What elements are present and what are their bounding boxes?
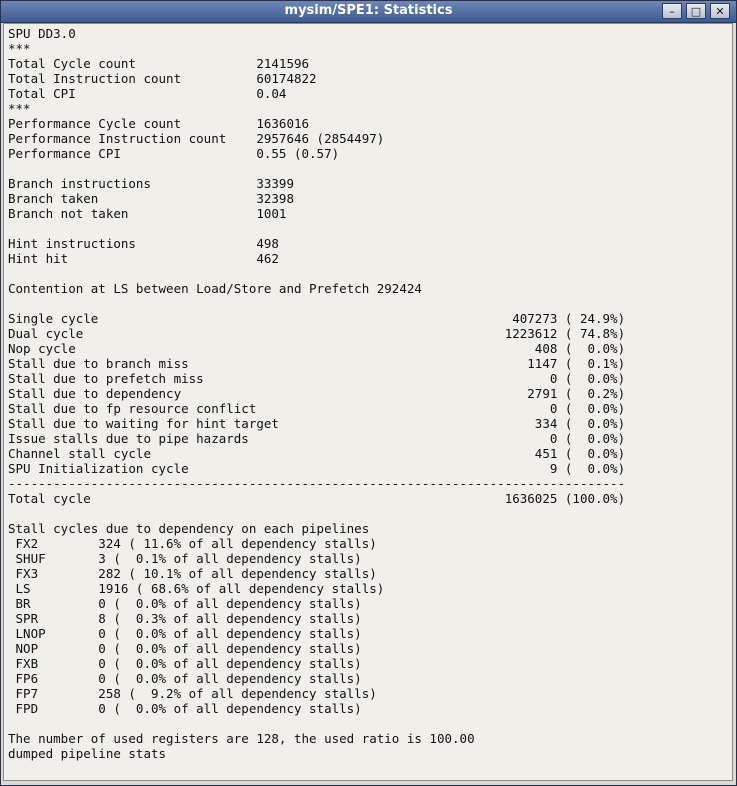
stats-line: Stall cycles due to dependency on each pipelines: [8, 521, 370, 536]
title-bar[interactable]: [1, 1, 736, 23]
stats-line: ----------------------------------------------------------------------------------: [8, 476, 626, 491]
close-button[interactable]: [710, 3, 730, 19]
stats-line: Hint instructions 498: [8, 236, 279, 251]
stats-line: FPD 0 ( 0.0% of all dependency stalls): [8, 701, 362, 716]
stats-line: SHUF 3 ( 0.1% of all dependency stalls): [8, 551, 362, 566]
stats-line: Stall due to prefetch miss 0 ( 0.0%): [8, 371, 626, 386]
window-title: mysim/SPE1: Statistics: [284, 3, 453, 18]
stats-line: FX3 282 ( 10.1% of all dependency stalls): [8, 566, 377, 581]
statistics-output: [8, 26, 728, 761]
stats-line: Branch not taken 1001: [8, 206, 287, 221]
stats-line: Stall due to waiting for hint target 334 ( 0.0%): [8, 416, 626, 431]
stats-line: Issue stalls due to pipe hazards 0 ( 0.0%): [8, 431, 626, 446]
maximize-icon: □: [690, 4, 702, 18]
stats-line: [8, 221, 728, 236]
stats-line: Nop cycle 408 ( 0.0%): [8, 341, 626, 356]
stats-line: Stall due to branch miss 1147 ( 0.1%): [8, 356, 626, 371]
stats-line: [8, 266, 728, 281]
stats-line: LNOP 0 ( 0.0% of all dependency stalls): [8, 626, 362, 641]
stats-line: Hint hit 462: [8, 251, 279, 266]
stats-line: [8, 716, 728, 731]
stats-line: [8, 161, 728, 176]
stats-line: Branch instructions 33399: [8, 176, 294, 191]
stats-line: Single cycle 407273 ( 24.9%): [8, 311, 626, 326]
stats-line: LS 1916 ( 68.6% of all dependency stalls): [8, 581, 385, 596]
stats-line: [8, 506, 728, 521]
stats-line: SPR 8 ( 0.3% of all dependency stalls): [8, 611, 362, 626]
stats-line: dumped pipeline stats: [8, 746, 167, 761]
close-icon: ✕: [715, 4, 725, 18]
stats-line: NOP 0 ( 0.0% of all dependency stalls): [8, 641, 362, 656]
stats-line: Total CPI 0.04: [8, 86, 287, 101]
stats-line: Total cycle 1636025 (100.0%): [8, 491, 626, 506]
stats-line: Stall due to fp resource conflict 0 ( 0.0%): [8, 401, 626, 416]
stats-line: ***: [8, 101, 31, 116]
stats-line: FX2 324 ( 11.6% of all dependency stalls): [8, 536, 377, 551]
stats-line: Total Cycle count 2141596: [8, 56, 310, 71]
stats-line: [8, 296, 728, 311]
maximize-button[interactable]: [686, 3, 706, 19]
stats-line: FXB 0 ( 0.0% of all dependency stalls): [8, 656, 362, 671]
stats-line: Performance Cycle count 1636016: [8, 116, 310, 131]
stats-line: Performance CPI 0.55 (0.57): [8, 146, 340, 161]
stats-line: Dual cycle 1223612 ( 74.8%): [8, 326, 626, 341]
stats-line: FP7 258 ( 9.2% of all dependency stalls): [8, 686, 377, 701]
stats-line: ***: [8, 41, 31, 56]
statistics-text-area[interactable]: [3, 23, 733, 781]
stats-line: Total Instruction count 60174822: [8, 71, 317, 86]
stats-line: Channel stall cycle 451 ( 0.0%): [8, 446, 626, 461]
stats-line: Contention at LS between Load/Store and Prefetch 292424: [8, 281, 422, 296]
stats-line: Performance Instruction count 2957646 (2854497): [8, 131, 385, 146]
stats-line: SPU Initialization cycle 9 ( 0.0%): [8, 461, 626, 476]
stats-line: SPU DD3.0: [8, 26, 76, 41]
minimize-icon: –: [669, 4, 675, 18]
stats-line: FP6 0 ( 0.0% of all dependency stalls): [8, 671, 362, 686]
window-controls: [662, 3, 730, 19]
stats-line: Branch taken 32398: [8, 191, 294, 206]
stats-line: Stall due to dependency 2791 ( 0.2%): [8, 386, 626, 401]
stats-line: The number of used registers are 128, the used ratio is 100.00: [8, 731, 475, 746]
minimize-button[interactable]: [662, 3, 682, 19]
stats-line: BR 0 ( 0.0% of all dependency stalls): [8, 596, 362, 611]
